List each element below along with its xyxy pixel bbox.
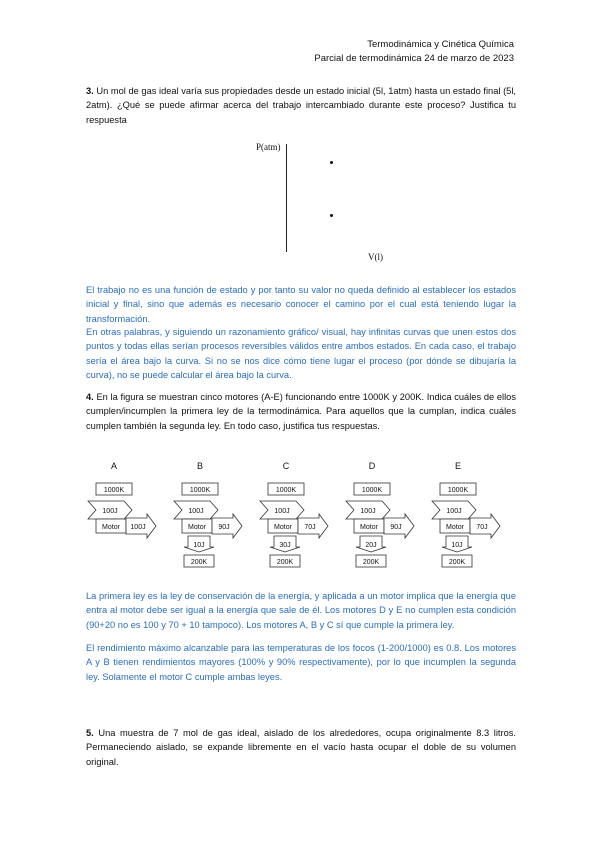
question-3	[86, 84, 516, 127]
engine-e-hot-label: 1000K	[447, 487, 469, 494]
pv-point-final	[330, 161, 333, 164]
pv-y-axis	[286, 144, 287, 252]
engine-a-motor-label: Motor	[102, 524, 120, 531]
engine-d-cold-label: 200K	[362, 559, 380, 566]
question-3-number: 3.	[86, 86, 94, 96]
question-4	[86, 390, 516, 433]
engine-b-qout-label: 10J	[193, 542, 205, 549]
page-header	[314, 38, 514, 66]
question-3-answer-1: El trabajo no es una función de estado y por tanto su valor no queda definido al establecer los estados inicial y final, sino que además es necesario conocer el camino por el cual está teniendo lugar la transformación.	[86, 285, 516, 324]
engine-d-motor-label: Motor	[360, 524, 378, 531]
engine-d-letter: D	[368, 461, 376, 471]
pv-diagram	[250, 140, 390, 266]
engine-c-qin-label: 100J	[274, 508, 290, 515]
engine-c-letter: C	[282, 461, 290, 471]
engine-a-hot-label: 1000K	[103, 487, 125, 494]
engine-c-work-label: 70J	[304, 524, 316, 531]
pv-ylabel: P(atm)	[256, 142, 281, 152]
engine-b-cold-label: 200K	[190, 559, 208, 566]
engine-a-qin-label: 100J	[102, 508, 118, 515]
engine-b-qin-label: 100J	[188, 508, 204, 515]
engines-figure	[0, 455, 600, 585]
engine-e-letter: E	[454, 461, 462, 471]
question-4-answer-1: La primera ley es la ley de conservación de la energía, y aplicada a un motor implica que la energía que entra al motor debe ser igual a la energía que sale de él. Los motores D y E no cumplen esta condición (90+20 no es 100 y 70 + 10 tampoco). Los motores A, B y C sí que cumple la primera ley.	[86, 591, 516, 630]
engine-b-hot-label: 1000K	[189, 487, 211, 494]
question-5	[86, 726, 516, 769]
pv-xlabel: V(l)	[368, 252, 383, 262]
engine-d-hot-label: 1000K	[361, 487, 383, 494]
engine-a-letter: A	[110, 461, 118, 471]
course-title: Termodinámica y Cinética Química	[367, 39, 514, 50]
engine-c-motor-label: Motor	[274, 524, 292, 531]
question-5-text: Una muestra de 7 mol de gas ideal, aislado de los alrededores, ocupa originalmente 8.3 litros. Permaneciendo aislado, se expande libremente en el vacío hasta ocupar el doble de su volumen original.	[86, 728, 516, 767]
pv-point-initial	[330, 214, 333, 217]
exam-title: Parcial de termodinámica 24 de marzo de 2023	[314, 53, 514, 64]
engine-d-qout-label: 20J	[365, 542, 377, 549]
engine-e-cold-label: 200K	[448, 559, 466, 566]
engine-d-qin-label: 100J	[360, 508, 376, 515]
engine-d-work-label: 90J	[390, 524, 402, 531]
question-4-text: En la figura se muestran cinco motores (A-E) funcionando entre 1000K y 200K. Indica cuáles de ellos cumplen/incumplen la primera ley de la termodinámica. Para aquellos que la cumplan, indica cuáles cumplen también la segunda ley. En todo caso, justifica tus respuestas.	[86, 392, 516, 431]
question-5-number: 5.	[86, 728, 94, 738]
engine-c-cold-label: 200K	[276, 559, 294, 566]
engine-b-work-label: 90J	[218, 524, 230, 531]
engine-a-work-label: 100J	[130, 524, 146, 531]
engine-b-motor-label: Motor	[188, 524, 206, 531]
engine-b-letter: B	[196, 461, 204, 471]
question-4-answer-2: El rendimiento máximo alcanzable para las temperaturas de los focos (1-200/1000) es 0.8. Los motores A y B tienen rendimientos mayores (100% y 90% respectivamente), por lo que incumplen la segunda ley. Solamente el motor C cumple ambas leyes.	[86, 643, 516, 682]
engine-c-qout-label: 30J	[279, 542, 291, 549]
question-4-number: 4.	[86, 392, 94, 402]
engine-e-qin-label: 100J	[446, 508, 462, 515]
question-3-text: Un mol de gas ideal varía sus propiedades desde un estado inicial (5l, 1atm) hasta un estado final (5l, 2atm). ¿Qué se puede afirmar acerca del trabajo intercambiado durante este proceso? Justifica tu respuesta	[86, 86, 516, 125]
question-3-answer-2: En otras palabras, y siguiendo un razonamiento gráfico/ visual, hay infinitas curvas que unen estos dos puntos y todas ellas serían procesos reversibles válidos entre ambos estados. En cada caso, el trabajo sería el área bajo la curva. Si no se nos dice cómo tiene lugar el proceso (por dónde se dibujaría la curva), no se puede calcular el área bajo la curva.	[86, 327, 516, 380]
engine-c-hot-label: 1000K	[275, 487, 297, 494]
engine-e-work-label: 70J	[476, 524, 488, 531]
engine-e-motor-label: Motor	[446, 524, 464, 531]
engine-e-qout-label: 10J	[451, 542, 463, 549]
